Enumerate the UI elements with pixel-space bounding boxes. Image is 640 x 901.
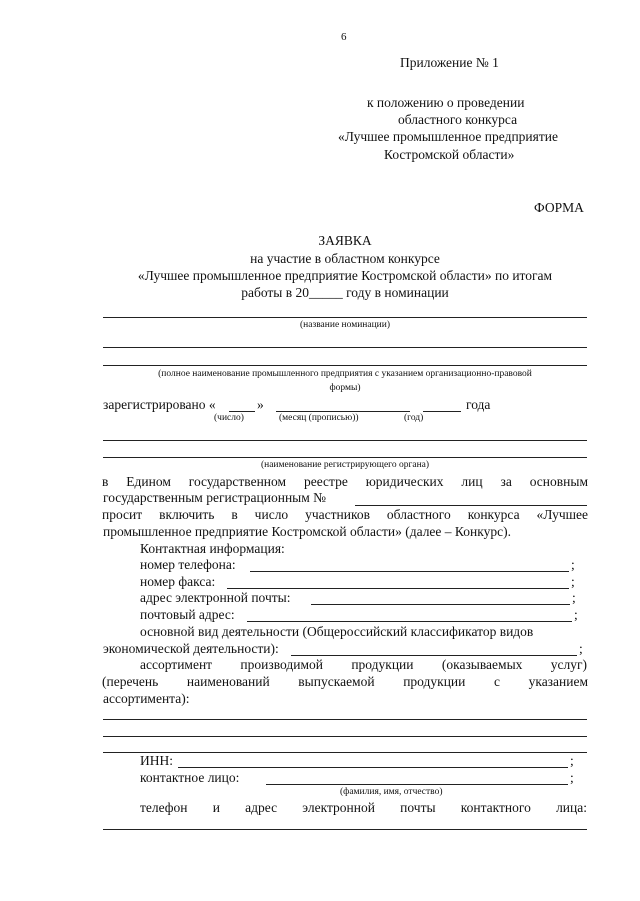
postal-label: почтовый адрес: (140, 607, 235, 622)
activity-field[interactable] (291, 655, 577, 656)
postal-field[interactable] (247, 621, 572, 622)
body-line-4: промышленное предприятие Костромской области» (далее – Конкурс). (103, 524, 511, 539)
heading-line-2: «Лучшее промышленное предприятие Костромской области» по итогам (137, 268, 553, 283)
phone-semicolon: ; (571, 557, 575, 572)
email-semicolon: ; (572, 590, 576, 605)
contact-phone-field[interactable] (103, 829, 587, 830)
reg-year-field[interactable] (423, 411, 461, 412)
fax-label: номер факса: (140, 574, 216, 589)
nomination-caption: (название номинации) (299, 320, 391, 330)
reg-day-caption: (число) (214, 413, 244, 423)
assortment-line-c: ассортимента): (103, 691, 190, 706)
postal-semicolon: ; (574, 607, 578, 622)
phone-field[interactable] (250, 571, 569, 572)
reg-month-caption: (месяц (прописью)) (279, 413, 359, 423)
inn-field[interactable] (178, 767, 568, 768)
fax-field[interactable] (227, 588, 569, 589)
nomination-field-line[interactable] (103, 317, 587, 318)
activity-semicolon: ; (579, 641, 583, 656)
reg-year-caption: (год) (404, 413, 424, 423)
contact-phone-label: телефон и адрес электронной почты контактного лица: (140, 800, 587, 815)
company-field-line-1[interactable] (103, 347, 587, 348)
heading-line-3: работы в 20_____ году в номинации (241, 285, 449, 300)
email-label: адрес электронной почты: (140, 590, 291, 605)
company-field-line-2[interactable] (103, 365, 587, 366)
contact-person-caption: (фамилия, имя, отчество) (340, 787, 443, 797)
activity-line-a: основной вид деятельности (Общероссийский классификатор видов (140, 624, 534, 639)
annex-line-1: к положению о проведении (367, 95, 525, 110)
assortment-line-a: ассортимент производимой продукции (оказываемых услуг) (140, 657, 587, 672)
fax-semicolon: ; (571, 574, 575, 589)
inn-semicolon: ; (570, 753, 574, 768)
contact-person-label: контактное лицо: (140, 770, 240, 785)
registered-quote-close: » (257, 397, 264, 412)
contact-person-semicolon: ; (570, 770, 574, 785)
contacts-heading: Контактная информация: (140, 541, 285, 556)
reg-day-field[interactable] (229, 411, 255, 412)
reg-body-caption: (наименование регистрирующего органа) (260, 460, 430, 470)
application-title: ЗАЯВКА (318, 233, 372, 248)
reg-body-field-line-2[interactable] (103, 457, 587, 458)
company-caption-a: (полное наименование промышленного предприятия с указанием организационно-правовой (158, 369, 532, 379)
company-caption-b: формы) (329, 383, 361, 393)
assortment-field-line-2[interactable] (103, 736, 587, 737)
inn-label: ИНН: (140, 753, 173, 768)
annex-line-3: «Лучшее промышленное предприятие (338, 129, 558, 144)
form-label: ФОРМА (534, 200, 584, 215)
reg-body-field-line-1[interactable] (103, 440, 587, 441)
assortment-line-b: (перечень наименований выпускаемой продукции с указанием (102, 674, 588, 689)
email-field[interactable] (311, 604, 570, 605)
reg-month-field[interactable] (276, 411, 410, 412)
annex-line-4: Костромской области» (384, 147, 515, 162)
registered-year-label: года (466, 397, 491, 412)
phone-label: номер телефона: (140, 557, 236, 572)
annex-line-2: областного конкурса (398, 112, 518, 127)
heading-line-1: на участие в областном конкурсе (250, 251, 440, 266)
registered-label: зарегистрировано « (103, 397, 216, 412)
assortment-field-line-3[interactable] (103, 752, 587, 753)
contact-person-field[interactable] (266, 784, 568, 785)
body-line-2: государственным регистрационным № (103, 490, 327, 505)
ogrn-field[interactable] (355, 505, 587, 506)
activity-line-b: экономической деятельности): (103, 641, 279, 656)
body-line-3: просит включить в число участников областного конкурса «Лучшее (102, 507, 588, 522)
assortment-field-line-1[interactable] (103, 719, 587, 720)
body-line-1: в Едином государственном реестре юридических лиц за основным (102, 474, 588, 489)
page-number: 6 (341, 31, 347, 43)
annex-title: Приложение № 1 (400, 55, 499, 70)
